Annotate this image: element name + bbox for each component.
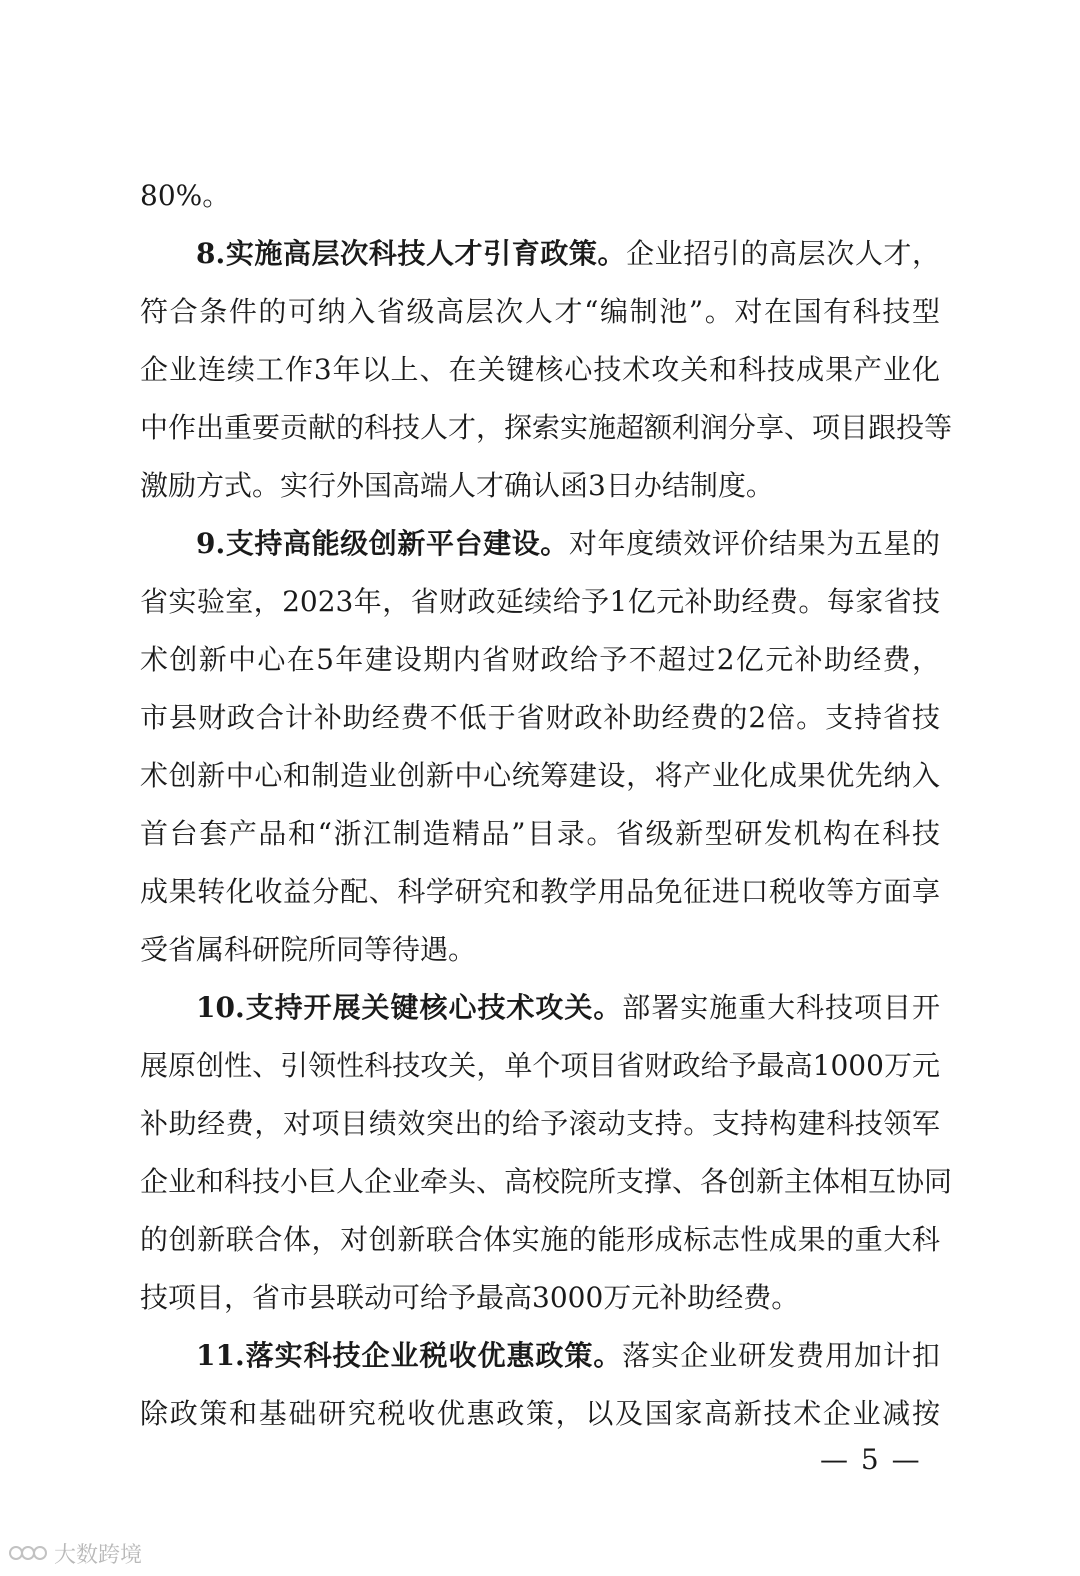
page-number: — 5 —: [820, 1443, 922, 1476]
item-8-line-3: 中作出重要贡献的科技人才，探索实施超额利润分享、项目跟投等: [140, 411, 953, 444]
item-10-line-3: 企业和科技小巨人企业牵头、高校院所支撑、各创新主体相互协同: [140, 1165, 953, 1198]
item-9-line-0: 对年度绩效评价结果为五星的: [568, 527, 940, 560]
item-9-line-7: 受省属科研院所同等待遇。: [140, 933, 477, 966]
brand-logo-icon: [8, 1542, 48, 1564]
item-11-heading: 11.落实科技企业税收优惠政策。: [196, 1339, 623, 1372]
item-9-line-4: 术创新中心和制造业创新中心统筹建设，将产业化成果优先纳入: [140, 759, 940, 792]
item-10-line-5: 技项目，省市县联动可给予最高3000万元补助经费。: [140, 1281, 800, 1314]
item-11-first-line: [196, 1336, 940, 1376]
item-8-line-1: 符合条件的可纳入省级高层次人才“编制池”。对在国有科技型: [140, 295, 940, 328]
item-9-first-line: [196, 524, 940, 564]
item-8-line-2: 企业连续工作3年以上、在关键核心技术攻关和科技成果产业化: [140, 353, 940, 386]
item-10-line-2: 补助经费，对项目绩效突出的给予滚动支持。支持构建科技领军: [140, 1107, 940, 1140]
item-10-line-0: 部署实施重大科技项目开: [622, 991, 940, 1024]
item-11-line-1: 除政策和基础研究税收优惠政策，以及国家高新技术企业减按: [140, 1397, 940, 1430]
item-9-line-2: 术创新中心在5年建设期内省财政给予不超过2亿元补助经费，: [140, 643, 940, 676]
item-11-line-0: 落实企业研发费用加计扣: [622, 1339, 940, 1372]
item-9-line-3: 市县财政合计补助经费不低于省财政补助经费的2倍。支持省技: [140, 701, 940, 734]
item-9-heading: 9.支持高能级创新平台建设。: [196, 527, 569, 560]
item-10-heading: 10.支持开展关键核心技术攻关。: [196, 991, 623, 1024]
item-8-line-0: 企业招引的高层次人才，: [626, 237, 940, 270]
item-9-line-6: 成果转化收益分配、科学研究和教学用品免征进口税收等方面享: [140, 875, 940, 908]
item-10-line-1: 展原创性、引领性科技攻关，单个项目省财政给予最高1000万元: [140, 1049, 940, 1082]
item-10-line-4: 的创新联合体，对创新联合体实施的能形成标志性成果的重大科: [140, 1223, 940, 1256]
item-10-first-line: [196, 988, 940, 1028]
intro-line: 80%。: [140, 179, 231, 212]
item-8-line-4: 激励方式。实行外国高端人才确认函3日办结制度。: [140, 469, 774, 502]
watermark-text: 大数跨境: [54, 1541, 143, 1567]
item-8-heading: 8.实施高层次科技人才引育政策。: [196, 237, 627, 270]
item-9-line-5: 首台套产品和“浙江制造精品”目录。省级新型研发机构在科技: [140, 817, 940, 850]
item-8-first-line: [196, 234, 940, 274]
watermark: [8, 1538, 142, 1568]
item-9-line-1: 省实验室，2023年，省财政延续给予1亿元补助经费。每家省技: [140, 585, 940, 618]
